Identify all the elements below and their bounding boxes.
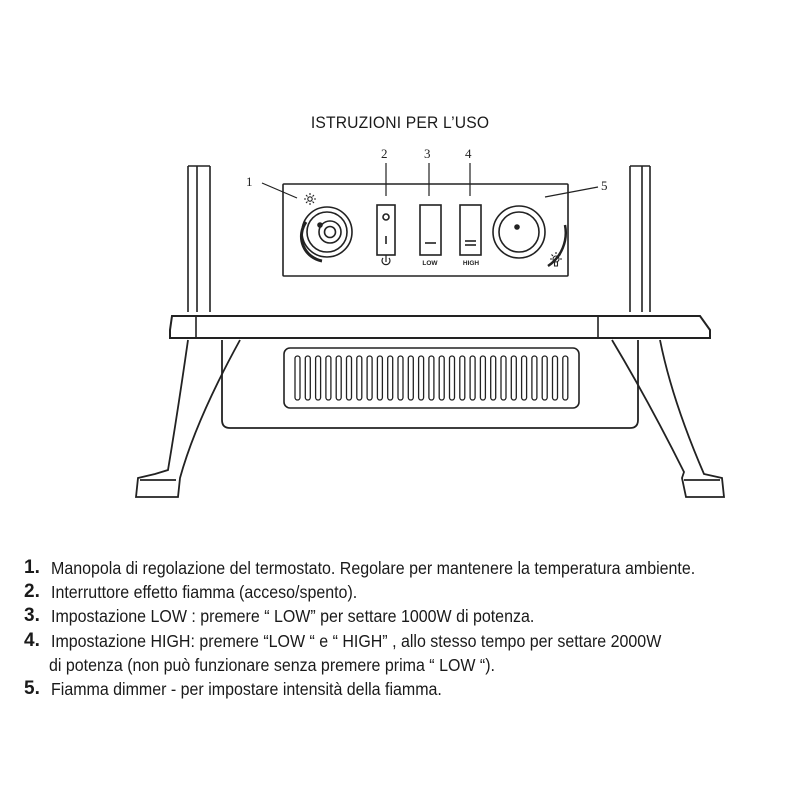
item-number: 2.	[24, 581, 40, 603]
flame-switch	[377, 205, 395, 255]
heater-grill	[295, 356, 568, 400]
grill-slot	[450, 356, 455, 400]
callout-1: 1	[246, 174, 253, 189]
item-number: 1.	[24, 557, 40, 578]
grill-slot	[553, 356, 558, 400]
grill-slot	[522, 356, 527, 400]
item-text: di potenza (non può funzionare senza premere prima “ LOW “).	[49, 654, 496, 675]
item-number: 5.	[24, 678, 40, 700]
grill-slot	[542, 356, 547, 400]
grill-slot	[480, 356, 485, 400]
grill-slot	[460, 356, 465, 400]
item-text: Manopola di regolazione del termostato. Regolare per mantenere la temperatura ambiente.	[51, 558, 696, 578]
low-label: LOW	[422, 260, 438, 267]
grill-slot	[429, 356, 434, 400]
list-item	[24, 677, 794, 701]
left-leg	[136, 340, 240, 497]
grill-slot	[563, 356, 568, 400]
callout-2: 2	[381, 146, 388, 161]
grill-slot	[501, 356, 506, 400]
low-switch	[420, 205, 441, 255]
left-post	[188, 166, 210, 312]
grill-slot	[388, 356, 393, 400]
grill-slot	[419, 356, 424, 400]
grill-slot	[367, 356, 372, 400]
list-item	[24, 604, 794, 628]
base-plate	[170, 316, 710, 338]
list-item	[24, 556, 794, 580]
high-switch	[460, 205, 481, 255]
dimmer-knob	[493, 206, 566, 266]
right-leg	[612, 340, 724, 497]
item-number: 3.	[24, 605, 40, 627]
list-item-continuation	[24, 653, 794, 677]
grill-slot	[532, 356, 537, 400]
grill-slot	[336, 356, 341, 400]
item-number: 4.	[24, 629, 40, 651]
grill-slot	[326, 356, 331, 400]
callout-3: 3	[424, 146, 431, 161]
item-text: Impostazione HIGH: premere “LOW “ e “ HIGH” , allo stesso tempo per settare 2000W	[51, 630, 662, 651]
grill-slot	[357, 356, 362, 400]
grill-slot	[470, 356, 475, 400]
sun-icon	[304, 193, 316, 205]
high-label: HIGH	[462, 260, 480, 267]
grill-slot	[377, 356, 382, 400]
grill-slot	[439, 356, 444, 400]
thermostat-knob	[301, 207, 352, 261]
page-title: ISTRUZIONI PER L’USO	[310, 113, 490, 132]
grill-slot	[347, 356, 352, 400]
callout-4: 4	[465, 146, 472, 161]
item-text: Impostazione LOW : premere “ LOW” per settare 1000W di potenza.	[51, 606, 535, 627]
right-post	[630, 166, 650, 312]
item-text: Fiamma dimmer - per impostare intensità della fiamma.	[51, 679, 442, 700]
power-icon	[382, 255, 390, 265]
grill-slot	[316, 356, 321, 400]
item-text: Interruttore effetto fiamma (acceso/spento).	[51, 582, 358, 603]
instructions-list	[24, 556, 794, 701]
grill-slot	[398, 356, 403, 400]
list-item	[24, 629, 794, 653]
list-item	[24, 580, 794, 604]
heater-housing	[222, 340, 638, 428]
grill-slot	[511, 356, 516, 400]
grill-slot	[295, 356, 300, 400]
grill-slot	[491, 356, 496, 400]
grill-slot	[305, 356, 310, 400]
grill-slot	[408, 356, 413, 400]
callout-5: 5	[601, 178, 608, 193]
